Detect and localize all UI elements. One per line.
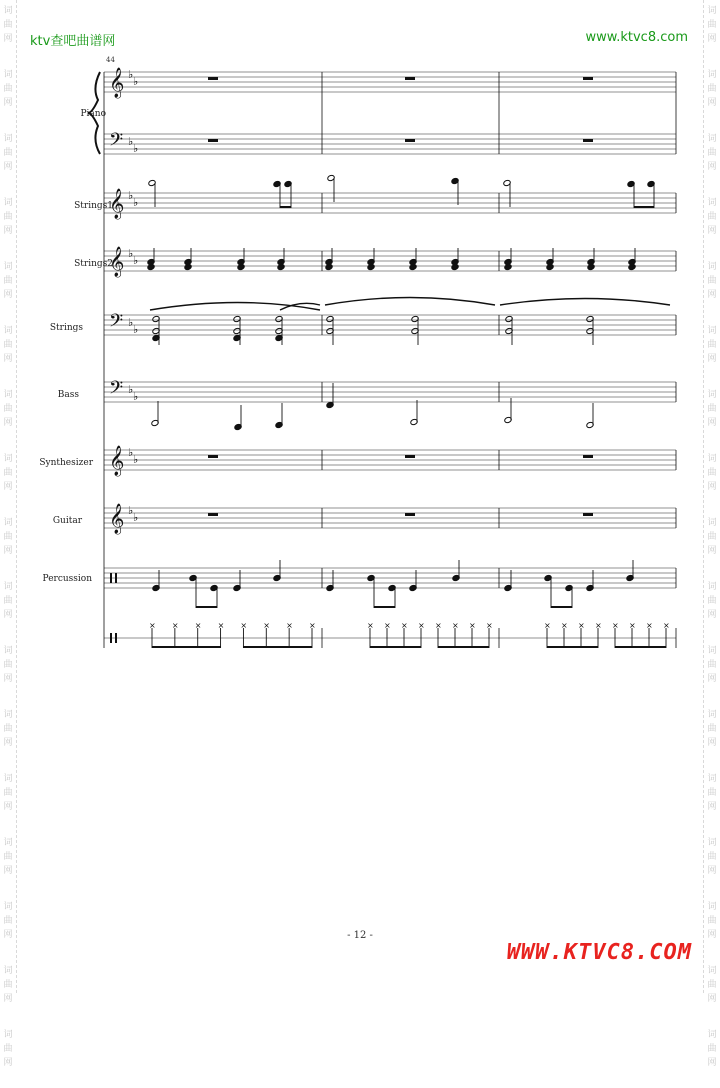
flat-sign-icon: ♭ <box>133 453 139 466</box>
hihat-x-icon: × <box>194 621 202 630</box>
whole-rest-icon <box>405 77 415 80</box>
flat-sign-icon: ♭ <box>128 247 134 260</box>
hihat-x-icon: × <box>171 621 179 630</box>
flat-sign-icon: ♭ <box>133 511 139 524</box>
slur <box>500 299 670 306</box>
hihat-x-icon: × <box>149 621 156 630</box>
slur <box>150 303 320 311</box>
left-watermark-glyphs: 词 曲 网 词 曲 网 词 曲 网 词 曲 网 词 曲 网 词 曲 网 词 曲 网 词 曲 网 词 曲 网 词 曲 网 词 曲 网 词 曲 网 词 曲 网 词 曲 网 词 曲 网 词 曲 网 词 曲 网 <box>3 6 13 1068</box>
hihat-x-icon: × <box>217 621 225 630</box>
piano-brace-icon <box>88 72 100 154</box>
flat-sign-icon: ♭ <box>133 75 139 88</box>
beam <box>370 646 421 648</box>
flat-sign-icon: ♭ <box>128 189 134 202</box>
flat-sign-icon: ♭ <box>128 135 134 148</box>
staff-lines <box>104 72 676 638</box>
percussion-clef-icon <box>110 573 112 583</box>
hihat-x-icon: × <box>418 621 425 630</box>
label-bass: Bass <box>57 390 79 400</box>
hihat-x-icon: × <box>578 621 585 630</box>
hihat-x-icon: × <box>309 621 316 630</box>
whole-rest-icon <box>208 77 218 80</box>
hihat-x-icon: × <box>469 621 476 630</box>
hihat-x-icon: × <box>629 621 636 630</box>
label-strings: Strings <box>49 323 83 333</box>
beam <box>438 646 489 648</box>
beam <box>547 646 598 648</box>
whole-rest-icon <box>583 455 593 458</box>
label-guitar: Guitar <box>52 516 82 526</box>
measure-number: 44 <box>106 56 115 64</box>
beam <box>374 606 395 608</box>
hihat-x-icon: × <box>486 621 493 630</box>
beam <box>280 206 291 208</box>
beam <box>634 206 654 208</box>
slur <box>325 298 495 306</box>
whole-rest-icon <box>208 139 218 142</box>
whole-rest-icon <box>405 139 415 142</box>
bass-clef-icon: 𝄢 <box>109 311 124 336</box>
hihat-x-icon: × <box>561 621 568 630</box>
whole-rest-icon <box>583 139 593 142</box>
flat-sign-icon: ♭ <box>128 316 134 329</box>
hihat-x-icon: × <box>401 621 408 630</box>
hihat-x-icon: × <box>384 621 391 630</box>
beam <box>196 606 217 608</box>
label-synthesizer: Synthesizer <box>39 458 93 468</box>
beam <box>243 646 312 648</box>
hihat-x-icon: × <box>544 621 551 630</box>
notes <box>147 174 670 648</box>
hihat-x-icon: × <box>367 621 374 630</box>
flat-sign-icon: ♭ <box>128 504 134 517</box>
treble-clef-icon: 𝄞 <box>109 247 125 277</box>
label-piano: Piano <box>80 109 106 119</box>
beam <box>615 646 666 648</box>
whole-rest-icon <box>208 455 218 458</box>
label-strings2: Strings2 <box>74 259 113 269</box>
flat-sign-icon: ♭ <box>133 390 139 403</box>
hihat-x-icon: × <box>435 621 442 630</box>
right-watermark-glyphs: 词 曲 网 词 曲 网 词 曲 网 词 曲 网 词 曲 网 词 曲 网 词 曲 网 词 曲 网 词 曲 网 词 曲 网 词 曲 网 词 曲 网 词 曲 网 词 曲 网 词 曲 网 词 曲 网 词 曲 网 <box>707 6 717 1068</box>
percussion-clef-icon <box>110 633 112 643</box>
percussion-clef-icon <box>115 633 117 643</box>
hihat-x-icon: × <box>612 621 619 630</box>
site-title[interactable]: ktv查吧曲谱网 <box>30 34 116 49</box>
site-url[interactable]: www.ktvc8.com <box>585 30 688 45</box>
bass-clef-icon: 𝄢 <box>109 378 124 403</box>
hihat-x-icon: × <box>663 621 670 630</box>
page-number: - 12 - <box>347 930 373 941</box>
hihat-x-icon: × <box>646 621 653 630</box>
flat-sign-icon: ♭ <box>133 323 139 336</box>
flat-sign-icon: ♭ <box>133 196 139 209</box>
barlines <box>88 72 676 648</box>
treble-clef-icon: 𝄞 <box>109 446 125 476</box>
treble-clef-icon: 𝄞 <box>109 504 125 534</box>
label-percussion: Percussion <box>42 574 92 584</box>
hihat-x-icon: × <box>452 621 459 630</box>
treble-clef-icon: 𝄞 <box>109 189 125 219</box>
hihat-x-icon: × <box>595 621 602 630</box>
whole-rest-icon <box>583 77 593 80</box>
whole-rest-icon <box>405 455 415 458</box>
key-signatures <box>128 68 138 524</box>
site-logo[interactable]: WWW.KTVC8.COM <box>506 940 692 965</box>
flat-sign-icon: ♭ <box>128 383 134 396</box>
whole-rest-icon <box>208 513 218 516</box>
hihat-x-icon: × <box>263 621 270 630</box>
hihat-x-icon: × <box>240 621 248 630</box>
whole-rest-icon <box>405 513 415 516</box>
whole-rest-icon <box>583 513 593 516</box>
bass-clef-icon: 𝄢 <box>109 130 124 155</box>
label-strings1: Strings1 <box>74 201 113 211</box>
beam <box>152 646 221 648</box>
percussion-clef-icon <box>115 573 117 583</box>
hihat-x-icon: × <box>286 621 293 630</box>
flat-sign-icon: ♭ <box>133 142 139 155</box>
flat-sign-icon: ♭ <box>133 254 139 267</box>
flat-sign-icon: ♭ <box>128 68 134 81</box>
treble-clef-icon: 𝄞 <box>109 68 125 98</box>
flat-sign-icon: ♭ <box>128 446 134 459</box>
clefs <box>109 67 124 643</box>
beam <box>551 606 572 608</box>
